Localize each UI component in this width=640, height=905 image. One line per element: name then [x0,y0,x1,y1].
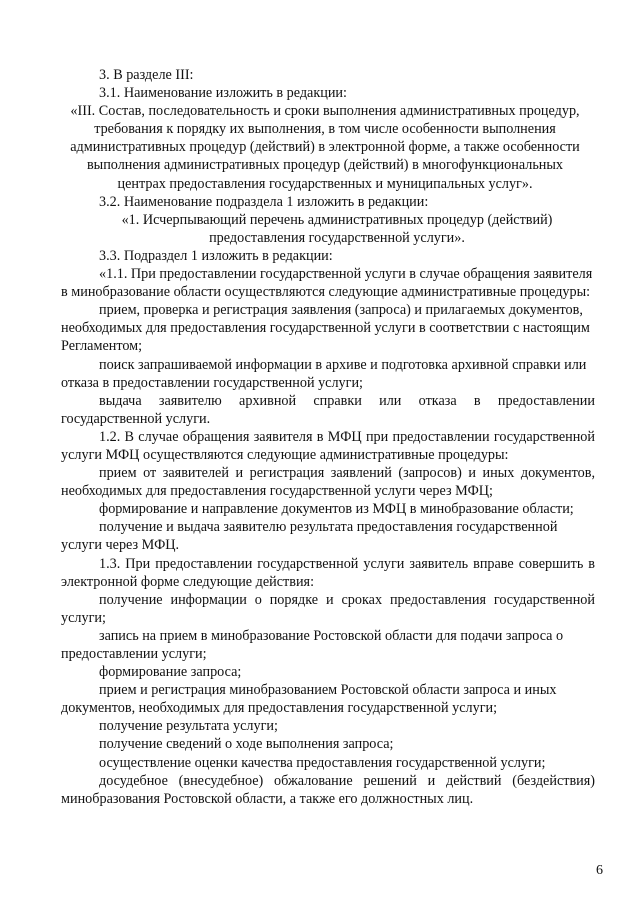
list-item: получение информации о порядке и сроках предоставления государственной услуги; [61,591,595,626]
paragraph-1-1: «1.1. При предоставлении государственной услуги в случае обращения заявителя в минобразование области осуществляются следующие административные процедуры: [61,266,593,301]
section-3-title-quote: «III. Состав, последовательность и сроки выполнения административных процедур, требования к порядку их выполнения, в том числе особенности выполнения административных процедур (действий) в электронной форме, а также особенности выполнения административных процедур (действий) в многофункциональных центрах предоставления государственных и муниципальных услуг». [70,103,580,192]
paragraph-1-3: 1.3. При предоставлении государственной услуги заявитель вправе совершить в электронной форме следующие действия: [61,555,595,590]
list-item: поиск запрашиваемой информации в архиве и подготовка архивной справки или отказа в предоставлении государственной услуги; [61,356,587,391]
list-item: осуществление оценки качества предоставления государственной услуги; [99,754,546,771]
list-item: запись на прием в минобразование Ростовской области для подачи запроса о предоставлении услуги; [61,627,564,662]
item-3-3: 3.3. Подраздел 1 изложить в редакции: [99,247,333,264]
list-item: получение результата услуги; [99,718,278,735]
item-3-2: 3.2. Наименование подраздела 1 изложить в редакции: [99,193,429,210]
list-item: прием от заявителей и регистрация заявлений (запросов) и иных документов, необходимых для предоставления государственной услуги через МФЦ; [61,465,595,500]
paragraph-1-2: 1.2. В случае обращения заявителя в МФЦ при предоставлении государственной услуги МФЦ осуществляются следующие административные процедуры: [61,428,595,463]
list-item: прием, проверка и регистрация заявления (запроса) и прилагаемых документов, необходимых для предоставления государственной услуги в соответствии с настоящим Регламентом; [61,302,590,355]
list-item: прием и регистрация минобразованием Ростовской области запроса и иных документов, необходимых для предоставления государственной услуги; [61,682,557,717]
subsection-1-title-quote: «1. Исчерпывающий перечень административных процедур (действий) предоставления государственной услуги». [121,211,553,246]
list-item: получение сведений о ходе выполнения запроса; [99,736,394,753]
list-item: выдача заявителю архивной справки или отказа в предоставлении государственной услуги. [61,392,595,427]
document-page [61,66,595,808]
list-item: формирование и направление документов из МФЦ в минобразование области; [99,501,574,518]
list-item: формирование запроса; [99,664,242,681]
list-item: получение и выдача заявителю результата предоставления государственной услуги через МФЦ. [61,519,558,554]
page-number: 6 [596,863,603,878]
section-3-heading: 3. В разделе III: [99,67,194,83]
list-item: досудебное (внесудебное) обжалование решений и действий (бездействия) минобразования Ростовской области, а также его должностных лиц. [61,772,595,807]
item-3-1: 3.1. Наименование изложить в редакции: [99,85,347,102]
